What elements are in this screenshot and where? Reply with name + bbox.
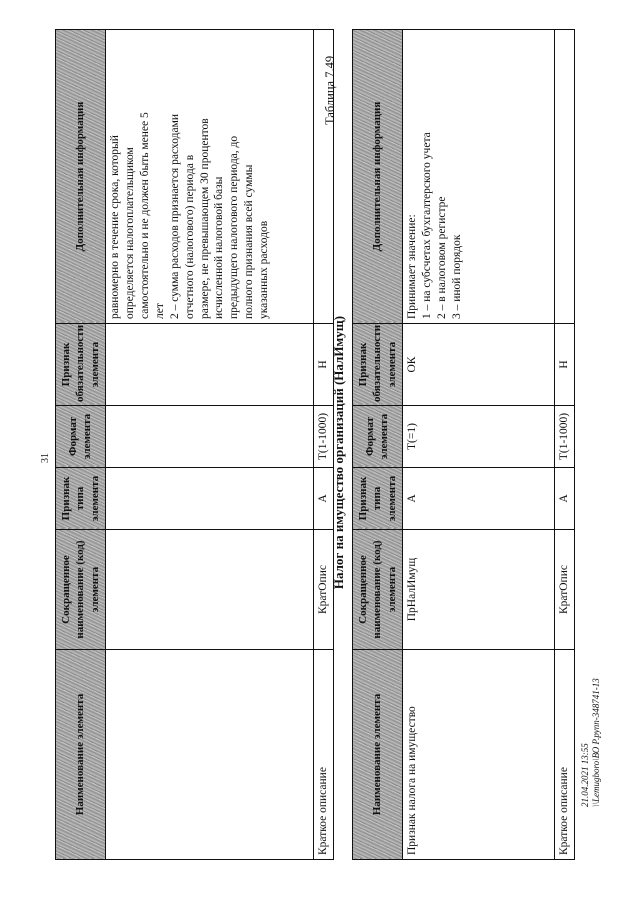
col-header-format: Формат элемента bbox=[353, 406, 403, 468]
info-line: 2 – сумма расходов признается расходами bbox=[168, 113, 181, 319]
col-header-code: Сокращенное наименование (код) элемента bbox=[56, 530, 106, 650]
cell-info bbox=[554, 30, 574, 324]
cell-info bbox=[402, 30, 554, 324]
cell-required: Н bbox=[554, 324, 574, 406]
footer-path: \\Lemugboro\ВО Р.рупп-348741-13 bbox=[591, 678, 602, 807]
table-row bbox=[554, 30, 574, 860]
cell-code bbox=[105, 530, 313, 650]
cell-format bbox=[105, 406, 313, 468]
cell-required: Н bbox=[313, 324, 333, 406]
info-line: отчетного (налогового) периода в bbox=[183, 154, 196, 319]
cell-type bbox=[105, 468, 313, 530]
cell-info bbox=[105, 30, 313, 324]
page-number: 31 bbox=[40, 453, 51, 463]
info-line: полного признания всей суммы bbox=[243, 164, 256, 319]
col-header-type: Признак типа элемента bbox=[353, 468, 403, 530]
info-line: 2 – в налоговом регистре bbox=[435, 196, 448, 319]
info-line: равномерно в течение срока, который bbox=[108, 135, 121, 319]
cell-name: Краткое описание bbox=[313, 650, 333, 860]
table-header-row bbox=[56, 30, 106, 860]
table-header-row bbox=[353, 30, 403, 860]
table-property-tax bbox=[352, 29, 575, 860]
col-header-name: Наименование элемента bbox=[56, 650, 106, 860]
cell-type: А bbox=[402, 468, 554, 530]
col-header-name: Наименование элемента bbox=[353, 650, 403, 860]
cell-type: А bbox=[554, 468, 574, 530]
cell-format: T(1-1000) bbox=[313, 406, 333, 468]
cell-required: ОК bbox=[402, 324, 554, 406]
col-header-info: Дополнительная информация bbox=[353, 30, 403, 324]
col-header-info: Дополнительная информация bbox=[56, 30, 106, 324]
cell-code: ПрНалИмущ bbox=[402, 530, 554, 650]
cell-name bbox=[105, 650, 313, 860]
info-line: размере, не превышающем 30 процентов bbox=[198, 118, 211, 319]
cell-code: КратОпис bbox=[554, 530, 574, 650]
info-line: самостоятельно и не должен быть менее 5 bbox=[138, 112, 151, 319]
footer-timestamp: 21.04.2021 13:55 bbox=[580, 743, 590, 807]
col-header-type: Признак типа элемента bbox=[56, 468, 106, 530]
col-header-format: Формат элемента bbox=[56, 406, 106, 468]
cell-name: Признак налога на имущество bbox=[402, 650, 554, 860]
info-line: Принимает значение: bbox=[405, 214, 418, 319]
table-row bbox=[402, 30, 554, 860]
print-footer bbox=[580, 678, 603, 807]
info-line: указанных расходов bbox=[258, 220, 271, 319]
cell-format: T(1-1000) bbox=[554, 406, 574, 468]
col-header-required: Признак обязательности элемента bbox=[56, 324, 106, 406]
cell-type: А bbox=[313, 468, 333, 530]
table-row bbox=[105, 30, 313, 860]
col-header-code: Сокращенное наименование (код) элемента bbox=[353, 530, 403, 650]
info-line: 1 – на субсчетах бухгалтерского учета bbox=[420, 132, 433, 319]
table-element-continuation bbox=[55, 29, 334, 860]
cell-code: КратОпис bbox=[313, 530, 333, 650]
table-title: Налог на имущество организаций (НалИмущ) bbox=[331, 315, 346, 590]
info-line: определяется налогоплательщиком bbox=[123, 147, 136, 319]
cell-format: T(=1) bbox=[402, 406, 554, 468]
info-line: лет bbox=[153, 303, 166, 319]
info-line: предыдущего налогового периода, до bbox=[228, 135, 241, 319]
cell-name: Краткое описание bbox=[554, 650, 574, 860]
info-line: исчисленной налоговой базы bbox=[213, 176, 226, 319]
info-line: 3 – иной порядок bbox=[450, 234, 463, 319]
table-number-label: Таблица 7.49 bbox=[323, 55, 337, 125]
col-header-required: Признак обязательности элемента bbox=[353, 324, 403, 406]
cell-required bbox=[105, 324, 313, 406]
